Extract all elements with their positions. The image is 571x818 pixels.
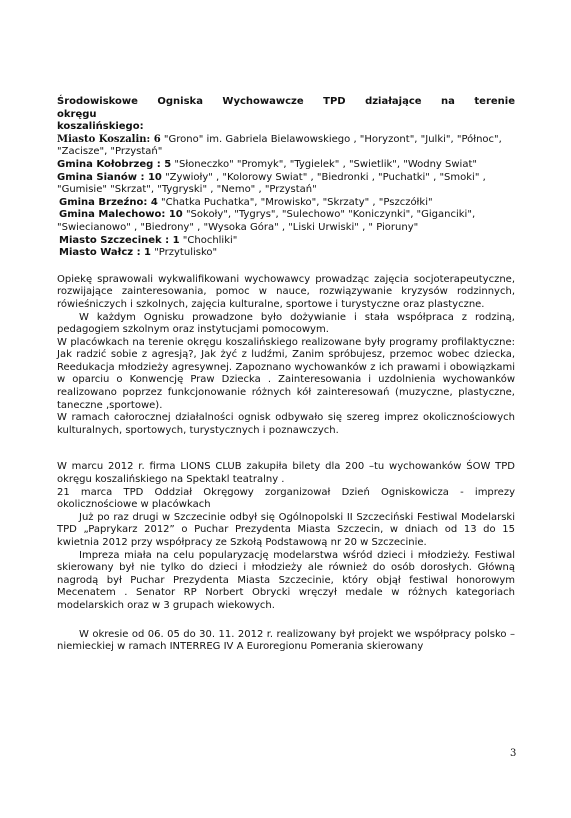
paragraph-lions-club: W marcu 2012 r. firma LIONS CLUB zakupiła bilety dla 200 –tu wychowanków ŚOW TPD okręgu koszalińskiego na Spektakl teatralny . xyxy=(57,461,515,486)
municipality-groups: "Sokoły", "Tygrys", "Sulechowo" "Koniczynki", "Giganciki", xyxy=(185,209,476,221)
paragraph-festival-details: Impreza miała na celu popularyzację modelarstwa wśród dzieci i młodzieży. Festiwal skierowany był nie tylko do dzieci i młodzieży ale również do osób dorosłych. Główną nagrodą był Puchar Prezydenta Miasta Szczecinie, który objął festiwal honorowym Mecenatem . Senator RP Norbert Obrycki wręczył medale w różnych kategoriach modelarskich oraz w 3 grupach wiekowych. xyxy=(57,549,515,611)
municipality-name: Miasto Szczecinek : 1 xyxy=(59,234,180,246)
municipality-brzezno xyxy=(57,197,515,210)
municipality-groups: "Przytulisko" xyxy=(154,247,218,259)
section-heading xyxy=(57,96,515,134)
municipality-name: Gmina Sianów : 10 xyxy=(57,171,162,183)
municipality-groups: "Świecianowo" , "Biedrony" , "Wysoka Góra" , "Liski Urwiski" , " Pioruny" xyxy=(57,221,419,233)
municipality-groups: "Żywioły" , "Kolorowy Świat" , "Biedronki , "Puchatki" , "Smoki" , xyxy=(165,171,486,183)
spacer xyxy=(57,613,515,629)
municipality-malechowo xyxy=(57,209,515,222)
paragraph-nutrition: W każdym Ognisku prowadzone było dożywianie i stała współpraca z rodziną, pedagogiem szkolnym oraz instytucjami pomocowym. xyxy=(57,311,515,336)
municipality-name: Gmina Brzeźno: 4 xyxy=(59,196,158,208)
municipality-name: Miasto Koszalin: 6 xyxy=(57,133,161,145)
paragraph-care: Opiekę sprawowali wykwalifikowani wychowawcy prowadząc zajęcia socjoterapeutyczne, rozwijające zainteresowania, pomoc w nauce, rozwiązywanie kryzysów rodzinnych, rówieśniczych i szkolnych, zajęcia kulturalne, sportowe i turystyczne oraz plastyczne. xyxy=(57,273,515,310)
spacer xyxy=(57,260,515,274)
spacer xyxy=(57,437,515,461)
municipality-groups: "Chatka Puchatka", "Mrowisko", "Skrzaty" , "Pszczółki" xyxy=(161,196,433,208)
paragraph-ogniskowicz-day: 21 marca TPD Oddział Okręgowy zorganizował Dzień Ogniskowicza - imprezy okolicznościowe w placówkach xyxy=(57,486,515,511)
municipality-name: Gmina Malechowo: 10 xyxy=(59,209,183,221)
municipality-groups: "Słoneczko" "Promyk", "Tygielek" , "Świetlik", "Wodny Świat" xyxy=(174,158,477,170)
municipality-sianow xyxy=(57,172,515,185)
municipality-kolobrzeg xyxy=(57,159,515,172)
paragraph-events: W ramach całorocznej działalności ognisk odbywało się szereg imprez okolicznościowych kulturalnych, sportowych, turystycznych i poznawczych. xyxy=(57,412,515,436)
municipality-malechowo-cont xyxy=(57,222,515,235)
page-number: 3 xyxy=(510,748,517,759)
page-content xyxy=(57,96,515,654)
municipality-groups: "Zacisze", "Przystań" xyxy=(57,146,163,158)
municipality-sianow-cont xyxy=(57,184,515,197)
paragraph-interreg: W okresie od 06. 05 do 30. 11. 2012 r. realizowany był projekt we współpracy polsko – niemieckiej w ramach INTERREG IV A Euroregionu Pomerania skierowany xyxy=(57,628,515,653)
section-heading-line-1: Środowiskowe Ogniska Wychowawcze TPD działające na terenie okręgu xyxy=(57,96,515,120)
municipality-list xyxy=(57,134,515,260)
municipality-groups: "Gumisie" "Skrzat", "Tygryski" , "Nemo" , "Przystań" xyxy=(57,184,317,196)
paragraph-programs: W placówkach na terenie okręgu koszalińskiego realizowane były programy profilaktyczne: Jak radzić sobie z agresją?, Jak żyć z ludźmi, Zanim spróbujesz, przemoc wobec dziecka, Reedukacja młodzieży agresywnej. Zapoznano wychowanków z ich prawami i obowiązkami w oparciu o Konwencję Praw Dziecka . Zainteresowania i uzdolnienia wychowanków realizowano poprzez funkcjonowanie różnych kół zainteresowań (muzyczne, plastyczne, taneczne ,sportowe). xyxy=(57,336,515,411)
municipality-name: Gmina Kołobrzeg : 5 xyxy=(57,158,172,170)
municipality-groups: "Chochliki" xyxy=(182,234,238,246)
municipality-groups: "Grono" im. Gabriela Bielawowskiego , "Horyzont", "Julki", "Północ", xyxy=(163,133,502,145)
section-heading-line-2: koszalińskiego: xyxy=(57,121,144,133)
municipality-szczecinek xyxy=(57,235,515,248)
municipality-walcz xyxy=(57,247,515,260)
paragraph-festival: Już po raz drugi w Szczecinie odbył się Ogólnopolski II Szczeciński Festiwal Modelarski TPD „Paprykarz 2012” o Puchar Prezydenta Miasta Szczecin, w dniach od 13 do 15 kwietnia 2012 przy współpracy ze Szkołą Podstawową nr 20 w Szczecinie. xyxy=(57,511,515,548)
municipality-name: Miasto Wałcz : 1 xyxy=(59,247,152,259)
municipality-koszalin-cont xyxy=(57,146,515,159)
municipality-koszalin xyxy=(57,134,515,147)
